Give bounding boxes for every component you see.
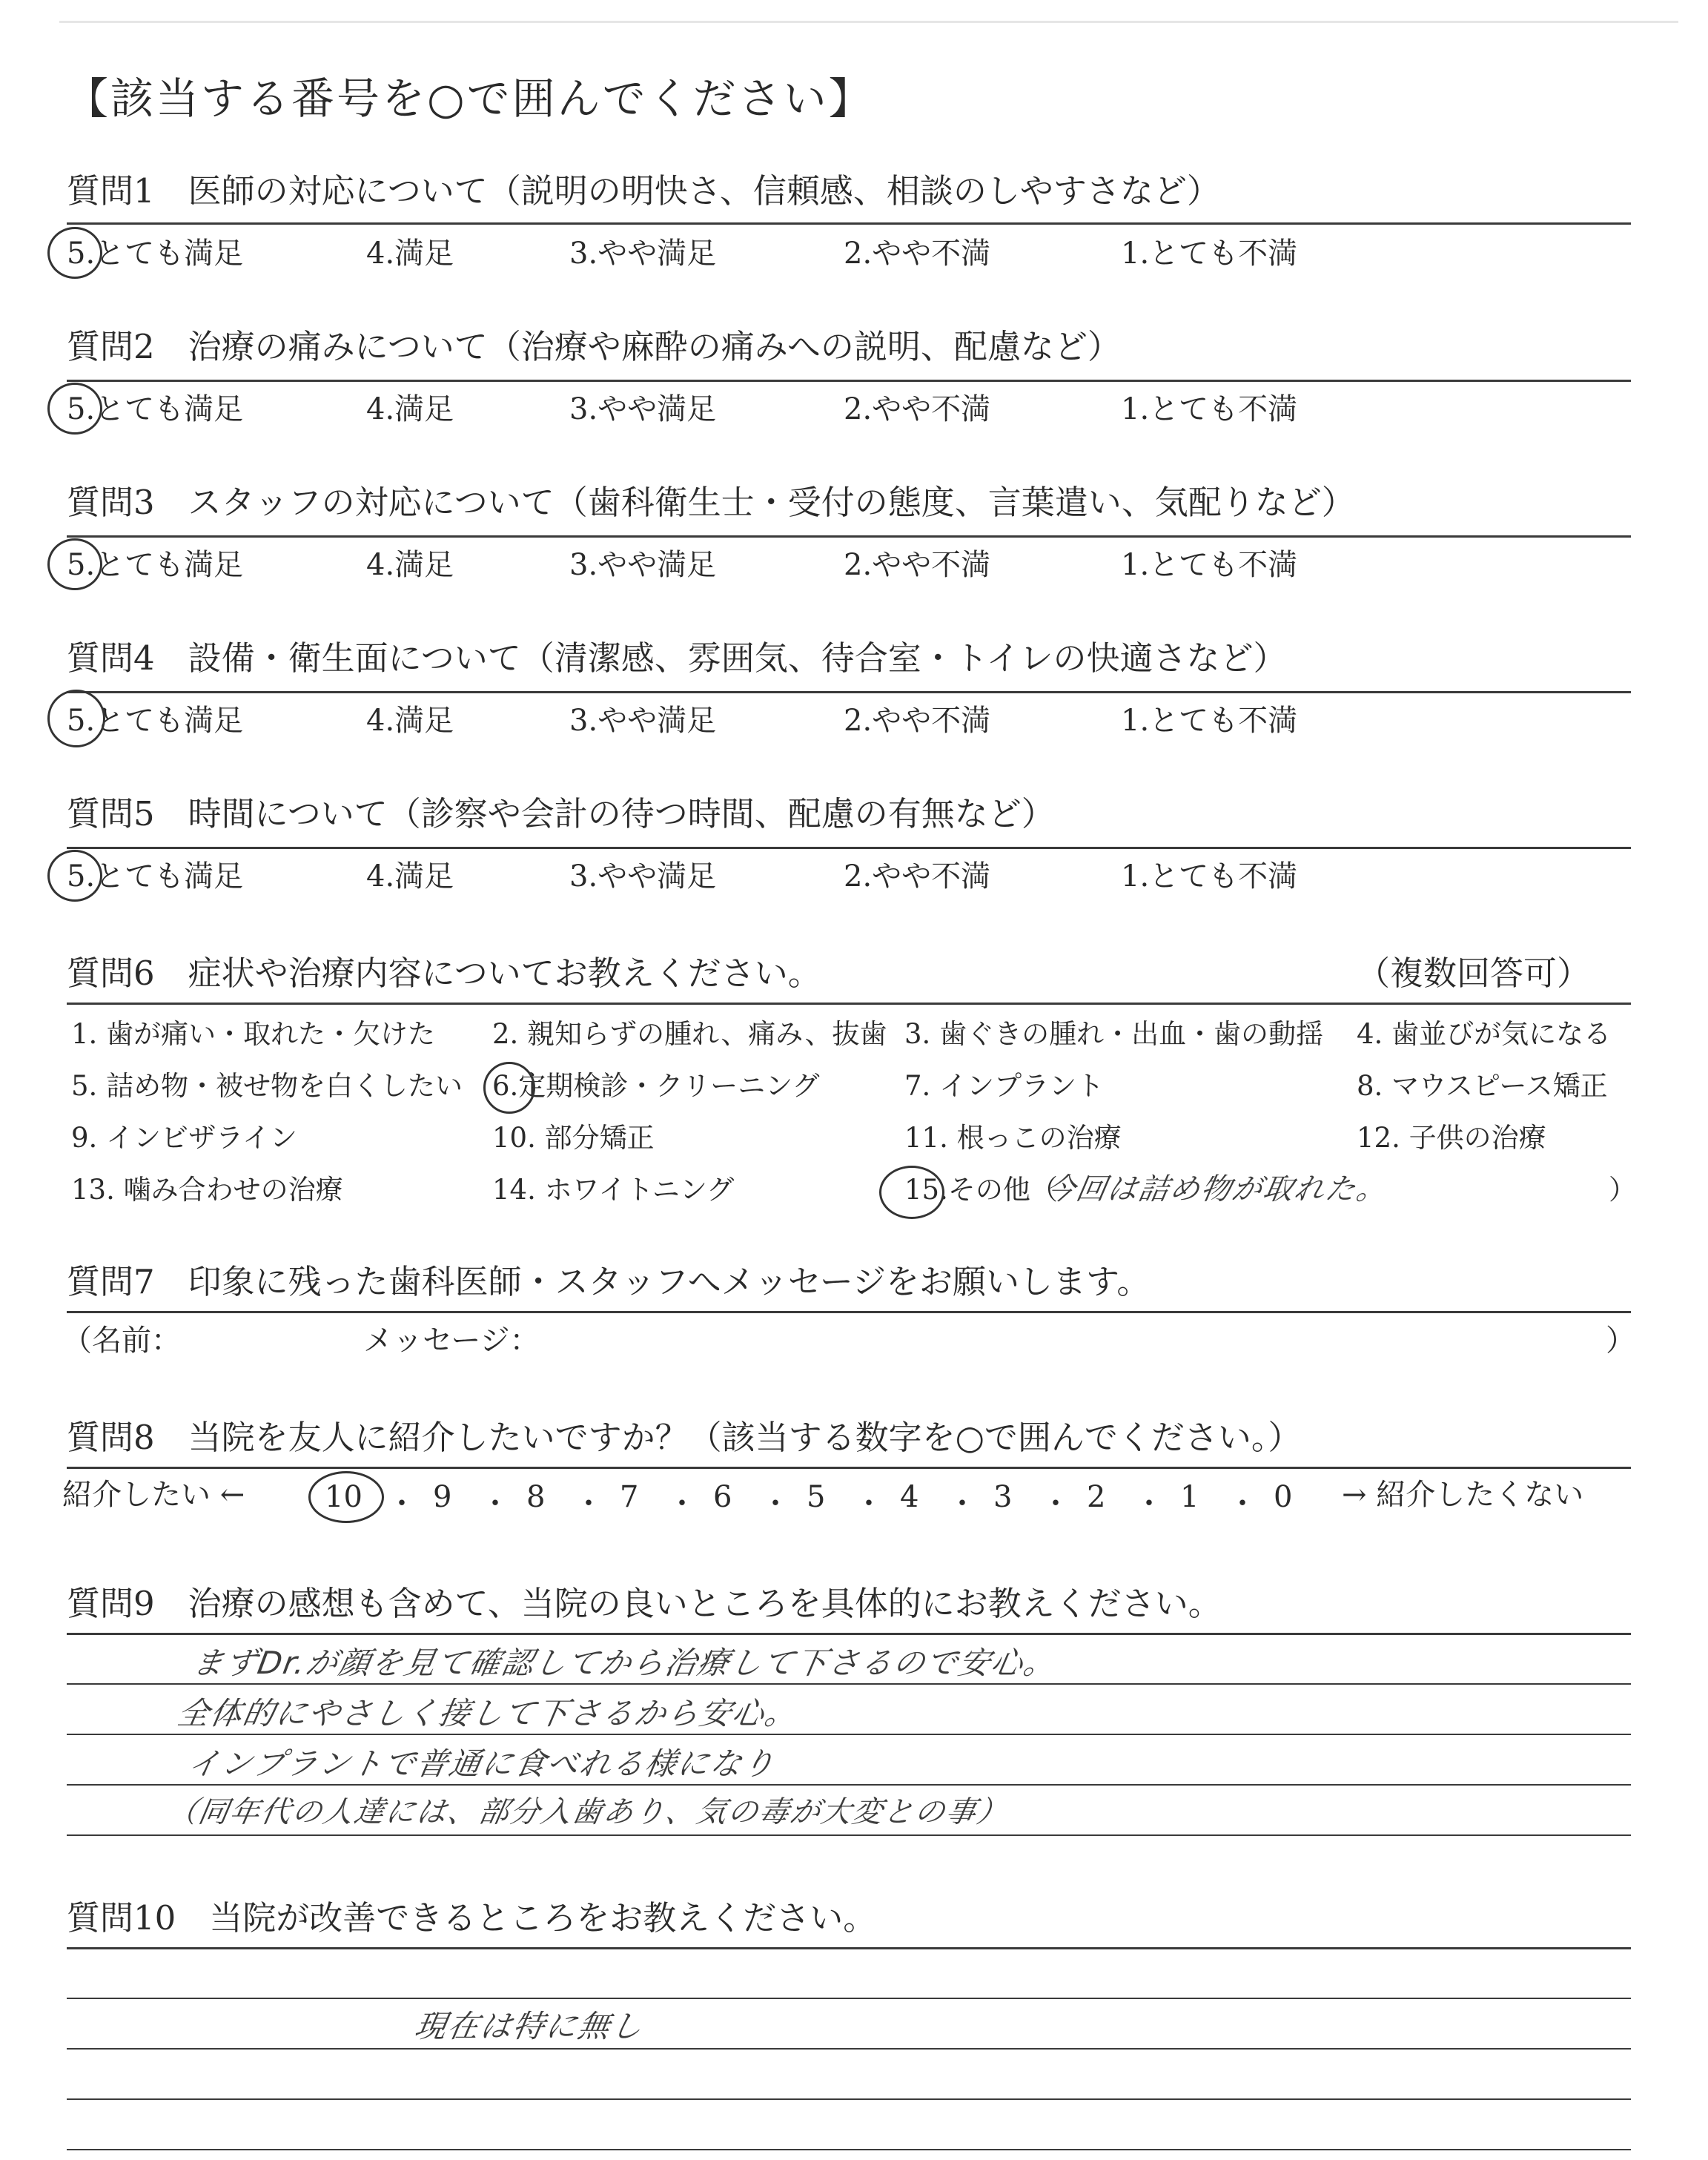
q7-close-paren: ） [1606,1324,1635,1358]
q4-selection-circle [47,690,105,747]
q6-item-7[interactable]: 7. インプラント [904,1070,1105,1102]
q8-score-10[interactable]: 10 [325,1480,363,1514]
question-8-title: 質問8 当院を友人に紹介したいですか？（該当する数字を○で囲んでください。） [67,1418,1302,1457]
q6-item-2[interactable]: 2. 親知らずの腫れ、痛み、抜歯 [492,1018,887,1050]
question-9-rule-2 [67,1734,1631,1735]
page-header: 【該当する番号を○で囲んでください】 [65,73,874,124]
q8-separator: ・ [574,1487,603,1521]
q6-item-11[interactable]: 11. 根っこの治療 [904,1122,1122,1154]
q8-score-3[interactable]: 3 [993,1480,1013,1514]
q3-option-2[interactable]: 2.やや不満 [844,548,991,582]
q7-name-label: （名前： [62,1324,181,1358]
q6-item-3[interactable]: 3. 歯ぐきの腫れ・出血・歯の動揺 [904,1018,1324,1050]
q8-separator: ・ [947,1487,977,1521]
question-4-title: 質問4 設備・衛生面について（清潔感、雰囲気、待合室・トイレの快適さなど） [67,638,1287,678]
q1-option-4[interactable]: 4.満足 [366,237,454,271]
q1-option-3[interactable]: 3.やや満足 [569,237,717,271]
q9-answer-line-1[interactable]: まずDr.が顔を見て確認してから治療して下さるので安心。 [189,1645,1060,1681]
question-10-title: 質問10 当院が改善できるところをお教えください。 [67,1898,877,1938]
q3-selection-circle [47,538,102,590]
q5-option-5[interactable]: 5.とても満足 [67,859,244,894]
q5-option-1[interactable]: 1.とても不満 [1121,859,1298,894]
question-10-rule-0 [67,1947,1631,1949]
q2-option-2[interactable]: 2.やや不満 [844,392,991,426]
q6-other-handwritten-answer[interactable]: 今回は詰め物が取れた。 [1042,1172,1391,1206]
q8-score-7[interactable]: 7 [620,1480,639,1514]
q3-option-3[interactable]: 3.やや満足 [569,548,717,582]
q2-option-4[interactable]: 4.満足 [366,392,454,426]
q8-score-2[interactable]: 2 [1087,1480,1106,1514]
q3-option-4[interactable]: 4.満足 [366,548,454,582]
q8-score-8[interactable]: 8 [526,1480,546,1514]
question-6-rule [67,1003,1631,1005]
q6-item-13[interactable]: 13. 噛み合わせの治療 [71,1174,343,1206]
q8-separator: ・ [1041,1487,1070,1521]
q8-separator: ・ [387,1487,417,1521]
q1-option-2[interactable]: 2.やや不満 [844,237,991,271]
q6-item-6-selection-circle [483,1062,535,1114]
q8-separator: ・ [480,1487,510,1521]
q6-other-close-paren: ） [1609,1174,1636,1206]
q1-selection-circle [47,227,102,279]
q6-item-6[interactable]: 6.定期検診・クリーニング [492,1070,820,1102]
question-3-title: 質問3 スタッフの対応について（歯科衛生士・受付の態度、言葉遣い、気配りなど） [67,483,1355,522]
q3-option-1[interactable]: 1.とても不満 [1121,548,1298,582]
q5-option-2[interactable]: 2.やや不満 [844,859,991,894]
question-9-rule-4 [67,1834,1631,1836]
q8-separator: ・ [854,1487,884,1521]
question-10-rule-4 [67,2149,1631,2150]
question-2-rule [67,380,1631,382]
q4-option-2[interactable]: 2.やや不満 [844,704,991,738]
question-10-rule-1 [67,1998,1631,1999]
q9-answer-line-3[interactable]: インプラントで普通に食べれる様になり [185,1745,779,1782]
q5-selection-circle [47,850,102,902]
question-2-title: 質問2 治療の痛みについて（治療や麻酔の痛みへの説明、配慮など） [67,327,1121,366]
q9-answer-line-4[interactable]: （同年代の人達には、部分入歯あり、気の毒が大変との事） [164,1795,1012,1829]
q8-score-1[interactable]: 1 [1180,1480,1199,1514]
q5-option-3[interactable]: 3.やや満足 [569,859,717,894]
q8-separator: ・ [1134,1487,1164,1521]
q8-selection-circle [308,1471,384,1523]
question-9-rule-3 [67,1784,1631,1786]
q8-separator: ・ [761,1487,790,1521]
question-1-rule [67,222,1631,225]
question-1-title: 質問1 医師の対応について（説明の明快さ、信頼感、相談のしやすさなど） [67,171,1220,211]
q9-answer-line-2[interactable]: 全体的にやさしく接して下さるから安心。 [174,1695,801,1731]
q3-option-5[interactable]: 5.とても満足 [67,548,244,582]
q1-option-1[interactable]: 1.とても不満 [1121,237,1298,271]
q6-item-5[interactable]: 5. 詰め物・被せ物を白くしたい [71,1070,463,1102]
q8-score-0[interactable]: 0 [1274,1480,1293,1514]
q6-item-9[interactable]: 9. インビザライン [71,1122,297,1154]
question-8-rule [67,1467,1631,1469]
q8-separator: ・ [667,1487,697,1521]
q6-item-4[interactable]: 4. 歯並びが気になる [1357,1018,1612,1050]
q4-option-3[interactable]: 3.やや満足 [569,704,717,738]
q8-left-label: 紹介したい ← [62,1478,245,1512]
q10-answer-line-2[interactable]: 現在は特に無し [411,2008,647,2044]
q2-option-5[interactable]: 5.とても満足 [67,392,244,426]
question-9-rule-0 [67,1633,1631,1635]
q8-score-6[interactable]: 6 [713,1480,732,1514]
q2-option-3[interactable]: 3.やや満足 [569,392,717,426]
q8-right-label: → 紹介したくない [1342,1478,1584,1512]
q4-option-4[interactable]: 4.満足 [366,704,454,738]
q8-separator: ・ [1228,1487,1257,1521]
q2-option-1[interactable]: 1.とても不満 [1121,392,1298,426]
q8-score-9[interactable]: 9 [433,1480,452,1514]
page-top-border [59,21,1678,23]
q2-selection-circle [47,383,102,435]
question-9-title: 質問9 治療の感想も含めて、当院の良いところを具体的にお教えください。 [67,1584,1222,1623]
q6-item-14[interactable]: 14. ホワイトニング [492,1174,735,1206]
q4-option-1[interactable]: 1.とても不満 [1121,704,1298,738]
question-7-rule [67,1311,1631,1313]
question-6-note: （複数回答可） [1357,954,1591,993]
q6-item-15-selection-circle [879,1166,944,1219]
q6-item-8[interactable]: 8. マウスピース矯正 [1357,1070,1608,1102]
question-10-rule-2 [67,2048,1631,2050]
q1-option-5[interactable]: 5.とても満足 [67,237,244,271]
q8-score-5[interactable]: 5 [807,1480,826,1514]
question-9-rule-1 [67,1683,1631,1685]
question-6-title: 質問6 症状や治療内容についてお教えください。 [67,954,821,993]
q6-item-15[interactable]: 15.その他（ [904,1174,1058,1206]
question-7-title: 質問7 印象に残った歯科医師・スタッフへメッセージをお願いします。 [67,1262,1151,1301]
q6-item-10[interactable]: 10. 部分矯正 [492,1122,655,1154]
question-5-title: 質問5 時間について（診察や会計の待つ時間、配慮の有無など） [67,794,1055,833]
q5-option-4[interactable]: 4.満足 [366,859,454,894]
question-4-rule [67,691,1631,693]
q6-item-12[interactable]: 12. 子供の治療 [1357,1122,1546,1154]
q8-score-4[interactable]: 4 [900,1480,919,1514]
question-5-rule [67,847,1631,849]
q4-option-5[interactable]: 5.とても満足 [67,704,244,738]
question-3-rule [67,535,1631,538]
question-10-rule-3 [67,2098,1631,2100]
q7-message-label: メッセージ： [363,1324,540,1358]
q6-item-1[interactable]: 1. 歯が痛い・取れた・欠けた [71,1018,436,1050]
